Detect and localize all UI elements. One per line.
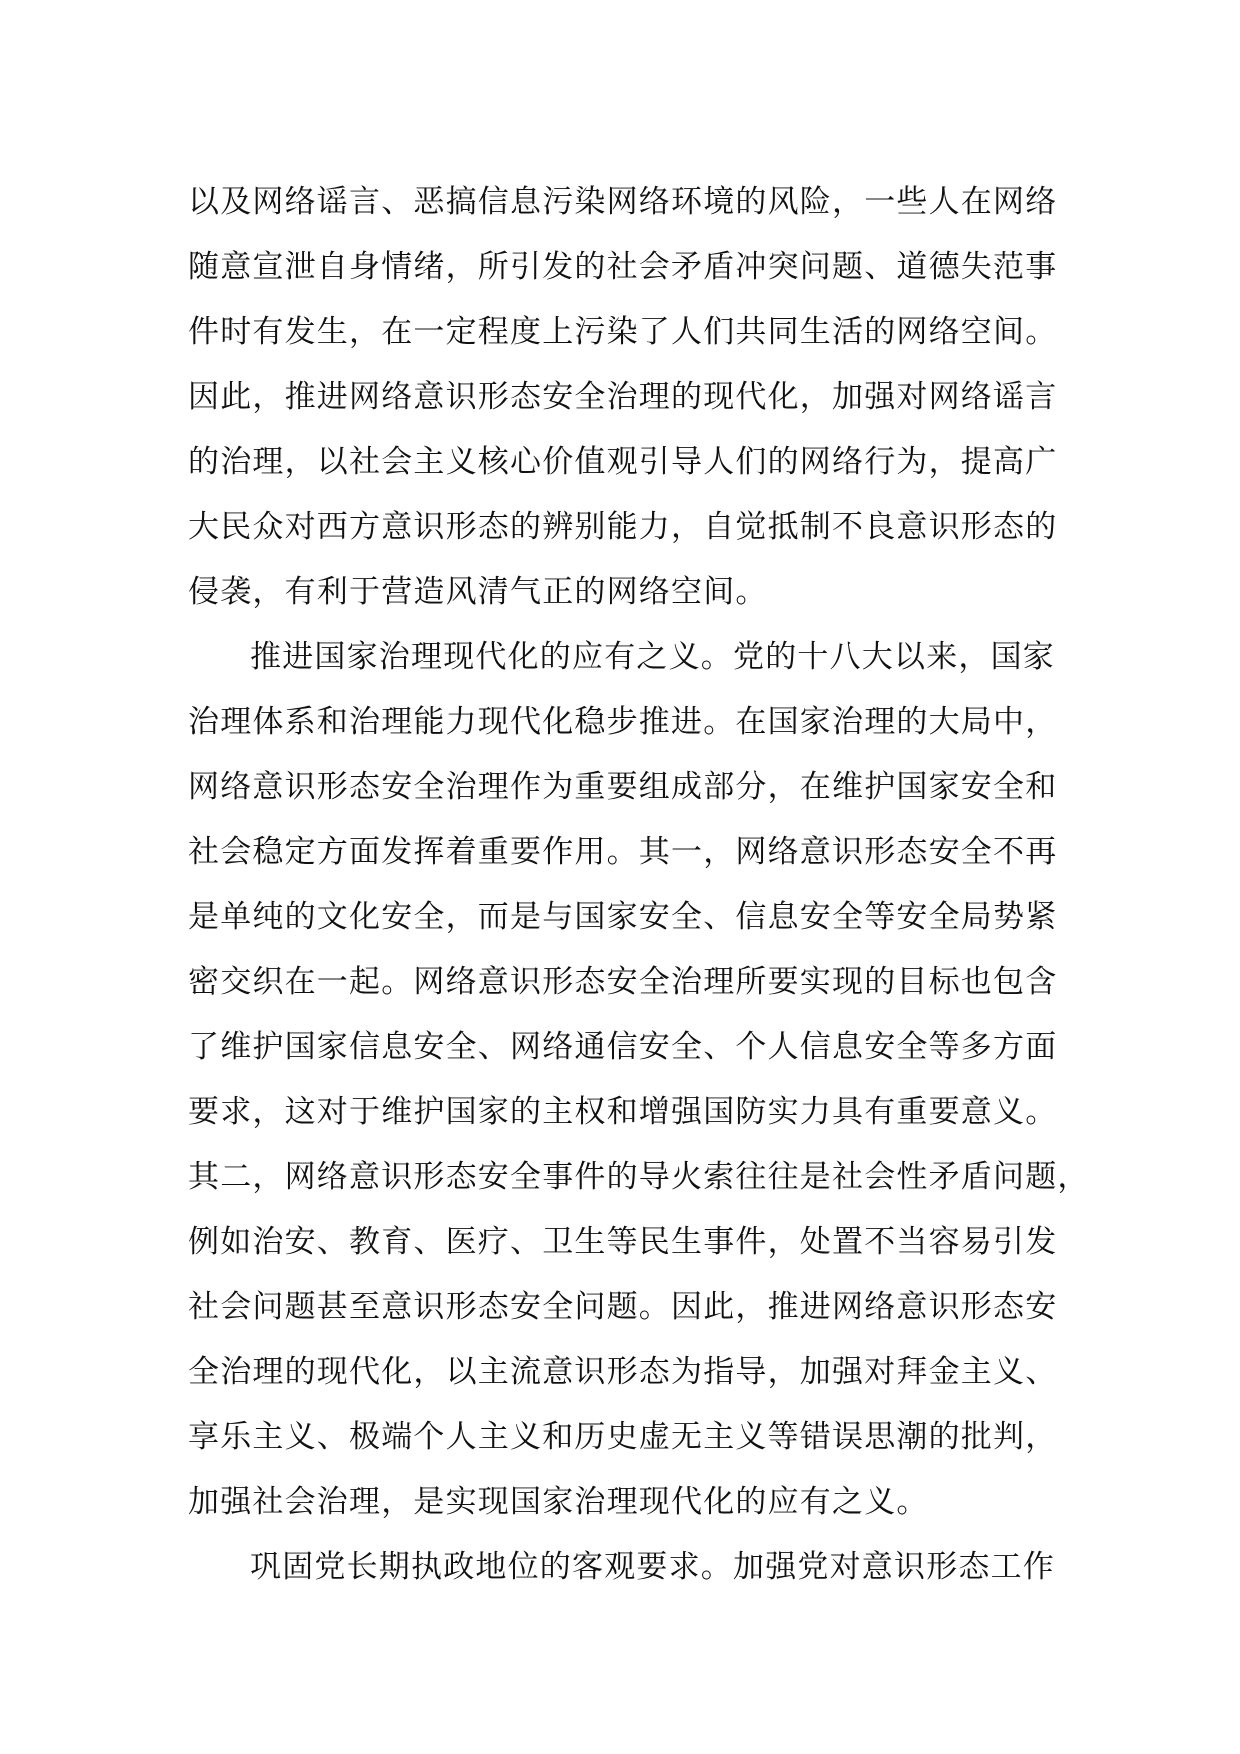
- text-line: 大民众对西方意识形态的辨别能力，自觉抵制不良意识形态的: [188, 509, 1058, 545]
- text-line: 例如治安、教育、医疗、卫生等民生事件，处置不当容易引发: [188, 1224, 1058, 1260]
- paragraph-start-line: 巩固党长期执政地位的客观要求。加强党对意识形态工作: [250, 1549, 1055, 1585]
- text-line: 加强社会治理，是实现国家治理现代化的应有之义。: [188, 1484, 929, 1520]
- text-line: 的治理，以社会主义核心价值观引导人们的网络行为，提高广: [188, 444, 1058, 480]
- text-line: 侵袭，有利于营造风清气正的网络空间。: [188, 574, 768, 610]
- text-line: 了维护国家信息安全、网络通信安全、个人信息安全等多方面: [188, 1029, 1058, 1065]
- text-line: 治理体系和治理能力现代化稳步推进。在国家治理的大局中，: [188, 704, 1058, 740]
- text-line: 因此，推进网络意识形态安全治理的现代化，加强对网络谣言: [188, 379, 1058, 415]
- body-text: [188, 170, 1088, 1600]
- text-line: 随意宣泄自身情绪，所引发的社会矛盾冲突问题、道德失范事: [188, 249, 1058, 285]
- text-line: 其二，网络意识形态安全事件的导火索往往是社会性矛盾问题，: [188, 1159, 1090, 1195]
- text-line: 全治理的现代化，以主流意识形态为指导，加强对拜金主义、: [188, 1354, 1058, 1390]
- text-line: 要求，这对于维护国家的主权和增强国防实力具有重要意义。: [188, 1094, 1058, 1130]
- text-line: 享乐主义、极端个人主义和历史虚无主义等错误思潮的批判，: [188, 1419, 1058, 1455]
- text-line: 社会稳定方面发挥着重要作用。其一，网络意识形态安全不再: [188, 834, 1058, 870]
- text-line: 件时有发生，在一定程度上污染了人们共同生活的网络空间。: [188, 314, 1058, 350]
- text-line: 密交织在一起。网络意识形态安全治理所要实现的目标也包含: [188, 964, 1058, 1000]
- text-line: 是单纯的文化安全，而是与国家安全、信息安全等安全局势紧: [188, 899, 1058, 935]
- text-line: 以及网络谣言、恶搞信息污染网络环境的风险，一些人在网络: [188, 184, 1058, 220]
- text-line: 网络意识形态安全治理作为重要组成部分，在维护国家安全和: [188, 769, 1058, 805]
- paragraph-start-line: 推进国家治理现代化的应有之义。党的十八大以来，国家: [250, 639, 1055, 675]
- text-line: 社会问题甚至意识形态安全问题。因此，推进网络意识形态安: [188, 1289, 1058, 1325]
